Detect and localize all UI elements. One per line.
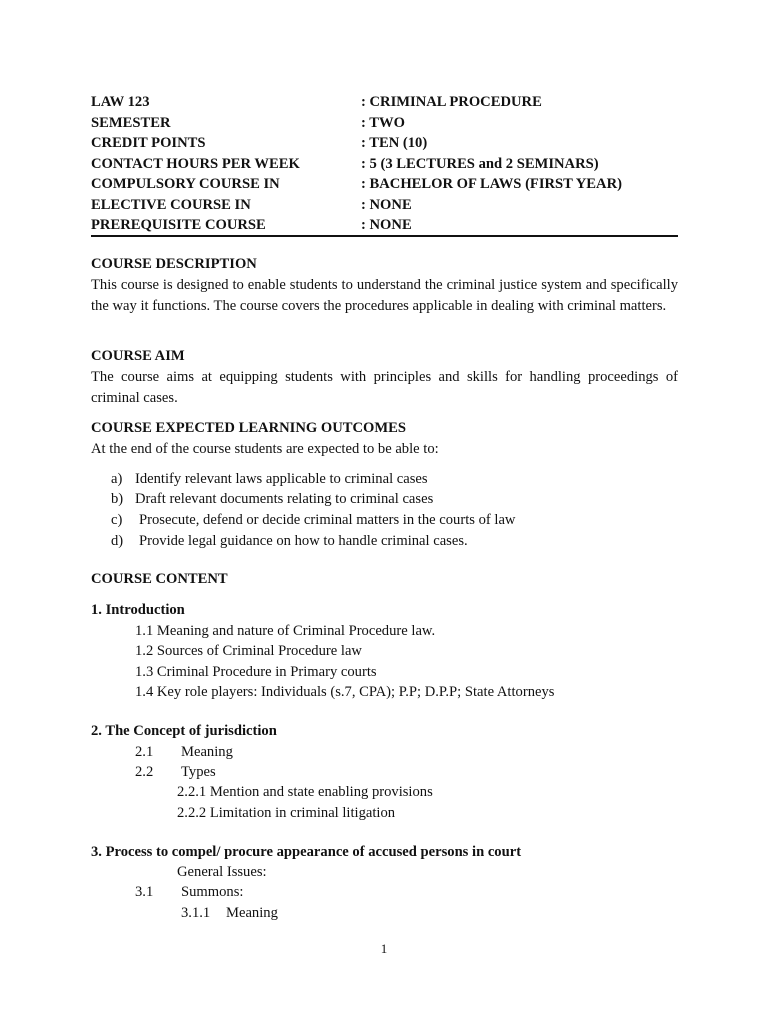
learning-outcomes-section xyxy=(91,418,678,460)
section-3-item: Summons: xyxy=(181,884,244,900)
section-2-item: Meaning xyxy=(181,744,233,760)
section-3-subitem-number: 3.1.1 xyxy=(181,905,211,921)
section-1-item: 1.2 Sources of Criminal Procedure law xyxy=(135,643,362,659)
section-3-title: 3. Process to compel/ procure appearance of accused persons in court xyxy=(91,844,522,860)
info-value: : CRIMINAL PROCEDURE xyxy=(361,94,542,110)
section-2-title: 2. The Concept of jurisdiction xyxy=(91,723,277,739)
info-value: : NONE xyxy=(361,217,412,233)
section-2-subitem: 2.2.1 Mention and state enabling provisions xyxy=(177,784,433,800)
info-value: : 5 (3 LECTURES and 2 SEMINARS) xyxy=(361,155,599,172)
outcome-marker: d) xyxy=(111,533,124,549)
outcome-marker: a) xyxy=(111,471,123,487)
outcome-item: Draft relevant documents relating to criminal cases xyxy=(135,491,434,507)
header-divider xyxy=(91,235,678,237)
learning-outcomes-intro: At the end of the course students are expected to be able to: xyxy=(91,441,439,457)
info-key: SEMESTER xyxy=(91,114,171,131)
info-row-credit-points xyxy=(91,133,678,154)
info-value: : BACHELOR OF LAWS (FIRST YEAR) xyxy=(361,176,622,192)
info-row-compulsory-course xyxy=(91,174,678,195)
outcome-item: Identify relevant laws applicable to criminal cases xyxy=(135,471,428,487)
section-1-item: 1.4 Key role players: Individuals (s.7, CPA); P.P; D.P.P; State Attorneys xyxy=(135,684,555,700)
info-key: CREDIT POINTS xyxy=(91,135,206,151)
learning-outcomes-heading: COURSE EXPECTED LEARNING OUTCOMES xyxy=(91,420,407,436)
info-value: : TEN (10) xyxy=(361,135,428,151)
section-3-subitem: Meaning xyxy=(226,905,278,921)
course-aim-text: The course aims at equipping students with principles and skills for handling proceedings of criminal cases. xyxy=(91,369,678,406)
course-aim-section xyxy=(91,346,678,409)
info-value: : NONE xyxy=(361,196,412,213)
section-1-title: 1. Introduction xyxy=(91,602,185,618)
section-2-item: Types xyxy=(181,764,216,780)
outcome-marker: b) xyxy=(111,491,124,507)
info-row-contact-hours xyxy=(91,154,678,175)
section-2-subitem: 2.2.2 Limitation in criminal litigation xyxy=(177,805,396,821)
course-description-heading: COURSE DESCRIPTION xyxy=(91,256,257,272)
section-1-item: 1.1 Meaning and nature of Criminal Procedure law. xyxy=(135,623,436,639)
course-info-table xyxy=(91,92,678,236)
info-row-semester xyxy=(91,113,678,134)
section-1-item: 1.3 Criminal Procedure in Primary courts xyxy=(135,664,377,680)
info-row-prerequisite xyxy=(91,215,678,236)
info-key: ELECTIVE COURSE IN xyxy=(91,196,251,213)
outcome-marker: c) xyxy=(111,512,123,528)
course-description-text: This course is designed to enable students to understand the criminal justice system and specifically the way it functions. The course covers the procedures applicable in dealing with criminal matters. xyxy=(91,277,678,314)
section-2-item-number: 2.1 xyxy=(135,744,154,760)
section-2-item-number: 2.2 xyxy=(135,764,154,780)
info-key: LAW 123 xyxy=(91,94,150,110)
info-value: : TWO xyxy=(361,114,405,131)
course-aim-heading: COURSE AIM xyxy=(91,348,185,364)
info-key: CONTACT HOURS PER WEEK xyxy=(91,155,300,172)
outcome-item: Prosecute, defend or decide criminal matters in the courts of law xyxy=(139,512,516,528)
outcome-item: Provide legal guidance on how to handle criminal cases. xyxy=(139,533,468,549)
info-row-elective-course xyxy=(91,195,678,216)
info-key: PREREQUISITE COURSE xyxy=(91,217,266,233)
info-key: COMPULSORY COURSE IN xyxy=(91,176,280,192)
course-description-section xyxy=(91,254,678,317)
info-row-course-code xyxy=(91,92,678,113)
section-3-item-number: 3.1 xyxy=(135,884,154,900)
section-3-general-issues: General Issues: xyxy=(177,864,267,880)
course-content-heading: COURSE CONTENT xyxy=(91,571,228,587)
page-number: 1 xyxy=(380,941,388,956)
